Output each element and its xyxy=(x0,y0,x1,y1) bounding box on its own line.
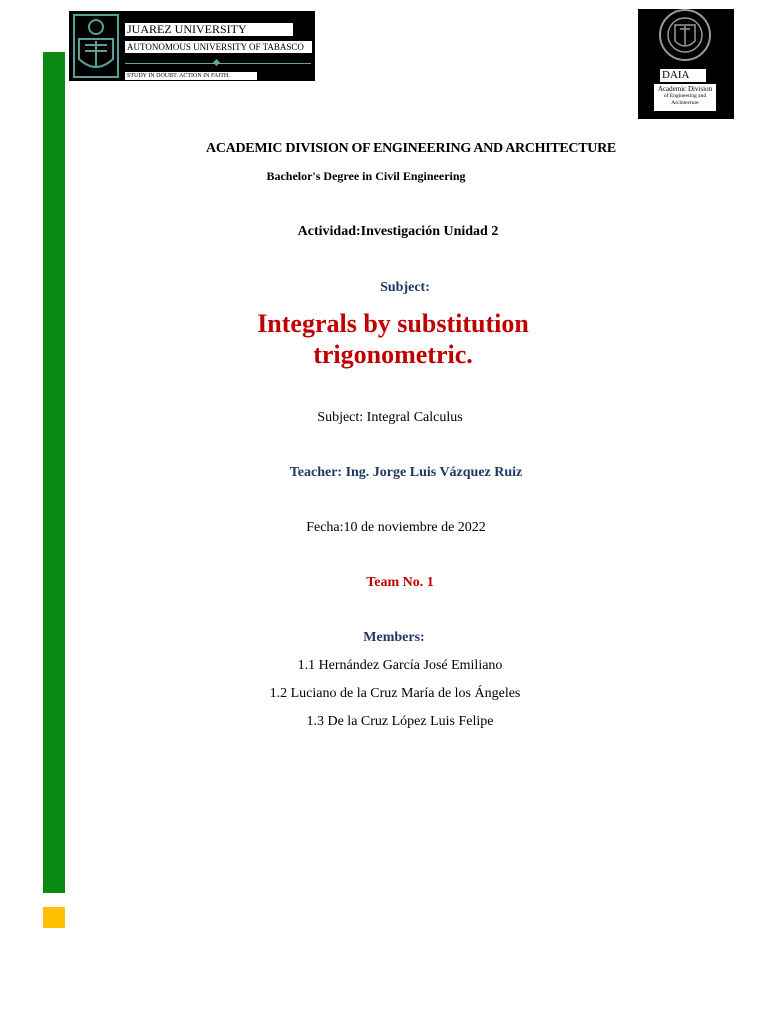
daia-caption xyxy=(654,84,716,111)
university-logo-banner xyxy=(69,11,315,81)
daia-caption-line3: Architecture xyxy=(671,100,699,106)
degree-heading: Bachelor's Degree in Civil Engineering xyxy=(266,169,466,183)
document-title-line1: Integrals by substitution xyxy=(257,309,529,338)
logo-university-subtitle: AUTONOMOUS UNIVERSITY OF TABASCO xyxy=(125,41,312,53)
member-item: 1.3 De la Cruz López Luis Felipe xyxy=(306,714,494,729)
logo-motto: STUDY IN DOUBT. ACTION IN FAITH. xyxy=(125,72,257,80)
subject-line: Subject: Integral Calculus xyxy=(317,410,463,425)
division-seal-icon xyxy=(650,9,720,65)
division-logo xyxy=(638,9,734,119)
yellow-square-accent xyxy=(43,907,65,928)
members-heading: Members: xyxy=(363,630,425,645)
logo-diamond-ornament xyxy=(213,59,220,66)
team-line: Team No. 1 xyxy=(366,575,434,590)
document-title-line2: trigonometric. xyxy=(313,340,473,369)
daia-caption-line2: of Engineering and xyxy=(663,93,707,99)
date-line: Fecha:10 de noviembre de 2022 xyxy=(306,520,486,535)
member-item: 1.2 Luciano de la Cruz María de los Ángeles xyxy=(269,686,521,701)
activity-line: Actividad:Investigación Unidad 2 xyxy=(297,224,499,239)
daia-caption-line1: Academic Division xyxy=(657,85,713,93)
teacher-line: Teacher: Ing. Jorge Luis Vázquez Ruiz xyxy=(289,465,523,480)
logo-university-name: JUAREZ UNIVERSITY xyxy=(125,23,293,36)
division-heading: ACADEMIC DIVISION OF ENGINEERING AND ARCHITECTURE xyxy=(206,141,616,156)
daia-label: DAIA xyxy=(660,69,706,82)
university-seal-icon xyxy=(71,13,121,79)
member-item: 1.1 Hernández García José Emiliano xyxy=(297,658,503,673)
subject-heading: Subject: xyxy=(380,280,430,295)
